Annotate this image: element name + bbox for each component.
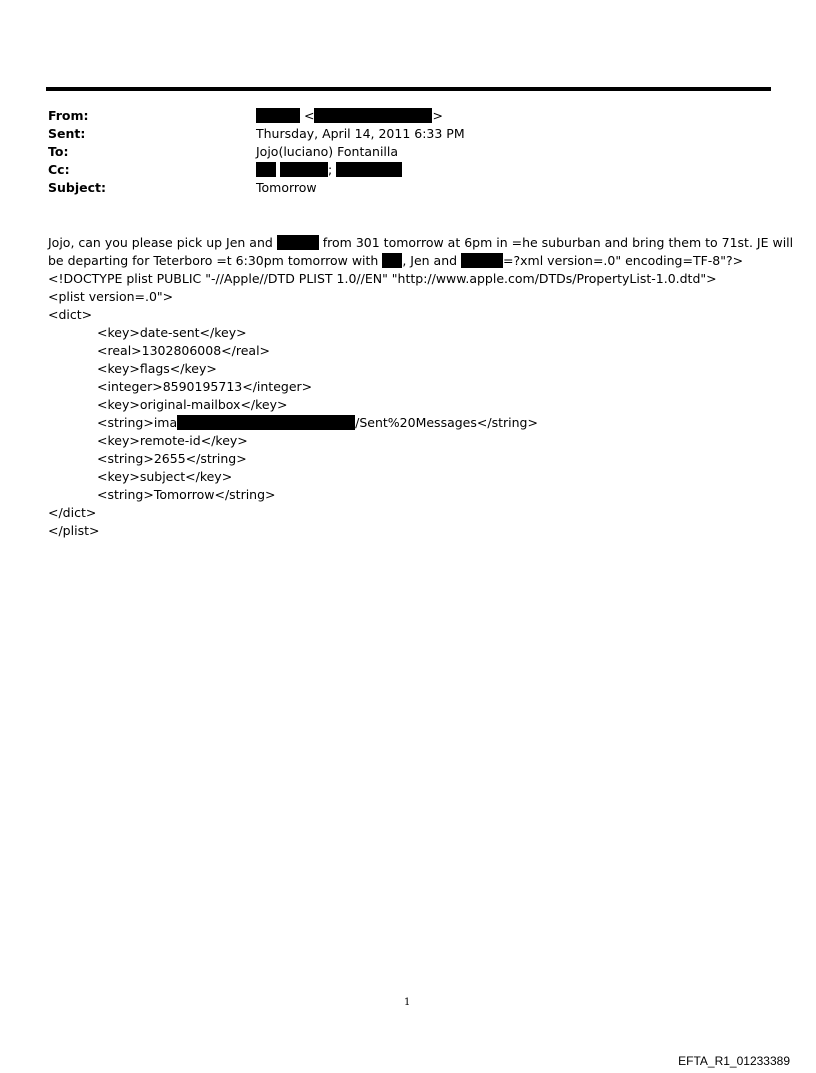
body-line-11: <string>ima /Sent%20Messages</string> [97, 415, 538, 430]
body-line-15: <string>Tomorrow</string> [97, 487, 276, 502]
body-line-7: <real>1302806008</real> [97, 343, 271, 358]
body-line-14: <key>subject</key> [97, 469, 233, 484]
redaction-box [336, 162, 402, 177]
body-line-8: <key>flags</key> [97, 361, 217, 376]
to-label: To: [48, 144, 69, 159]
body-line-3: <!DOCTYPE plist PUBLIC "-//Apple//DTD PLIST 1.0//EN" "http://www.apple.com/DTDs/PropertyList-1.0.dtd"> [48, 271, 717, 286]
cc-label: Cc: [48, 162, 70, 177]
redaction-box [461, 253, 503, 268]
sent-value: Thursday, April 14, 2011 6:33 PM [256, 126, 465, 141]
body-line-2: be departing for Teterboro =t 6:30pm tomorrow with , Jen and =?xml version=.0" encoding=TF-8"?> [48, 253, 744, 268]
redaction-box [280, 162, 328, 177]
body-line-12: <key>remote-id</key> [97, 433, 248, 448]
body-line-13: <string>2655</string> [97, 451, 247, 466]
body-line-4: <plist version=.0"> [48, 289, 174, 304]
page-number: 1 [404, 997, 411, 1008]
from-value [256, 108, 443, 123]
body-line-6: <key>date-sent</key> [97, 325, 247, 340]
body-line-1: Jojo, can you please pick up Jen and from 301 tomorrow at 6pm in =he suburban and bring them to 71st. JE will [48, 235, 794, 250]
to-value: Jojo(luciano) Fontanilla [256, 144, 399, 159]
cc-value [256, 162, 402, 177]
header-rule [46, 87, 771, 91]
subject-value: Tomorrow [256, 180, 317, 195]
angle-close: > [432, 108, 443, 123]
separator: ; [327, 162, 333, 177]
redaction-box [256, 162, 276, 177]
body-line-17: </plist> [48, 523, 100, 538]
redaction-box [177, 415, 355, 430]
redaction-box [256, 108, 300, 123]
body-line-5: <dict> [48, 307, 93, 322]
sent-label: Sent: [48, 126, 86, 141]
body-line-16: </dict> [48, 505, 97, 520]
body-line-10: <key>original-mailbox</key> [97, 397, 288, 412]
subject-label: Subject: [48, 180, 106, 195]
redaction-box [382, 253, 402, 268]
document-id: EFTA_R1_01233389 [678, 1054, 790, 1068]
angle-open: < [303, 108, 315, 123]
body-line-9: <integer>8590195713</integer> [97, 379, 313, 394]
redaction-box [314, 108, 432, 123]
from-label: From: [48, 108, 89, 123]
redaction-box [277, 235, 319, 250]
